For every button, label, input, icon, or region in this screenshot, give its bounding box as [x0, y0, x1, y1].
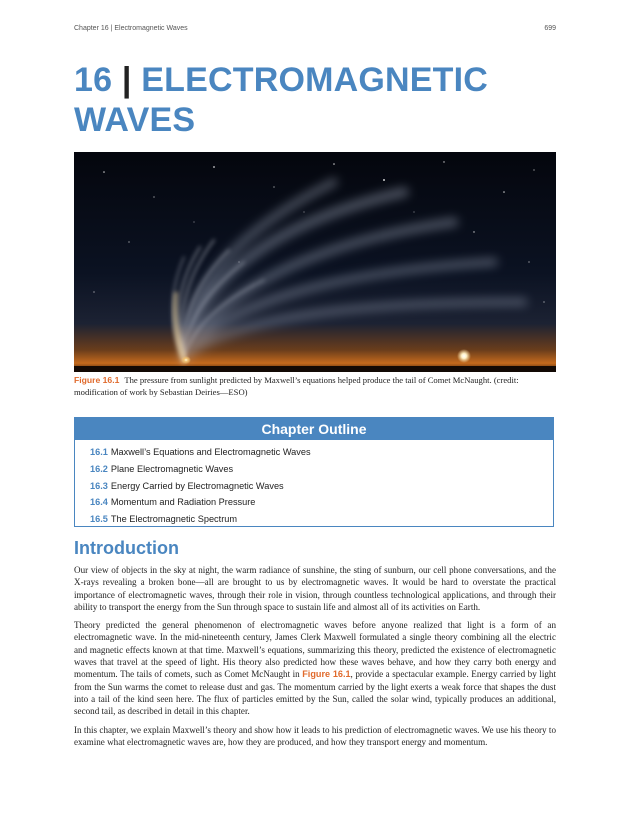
- chapter-title: [74, 60, 564, 140]
- comet-photo-icon: [74, 152, 556, 372]
- outline-item-text: The Electromagnetic Spectrum: [110, 514, 238, 525]
- outline-item-text: Energy Carried by Electromagnetic Waves: [110, 480, 284, 491]
- outline-item-text: Maxwell’s Equations and Electromagnetic Waves: [110, 447, 311, 457]
- outline-item-number[interactable]: 16.5: [90, 514, 108, 525]
- outline-list: [75, 440, 553, 528]
- outline-item-text: Plane Electromagnetic Waves: [110, 463, 234, 474]
- paragraph-1: Our view of objects in the sky at night, the warm radiance of sunshine, the sting of sunburn, our cell phone conversations, and the X-rays revealing a broken bone—all are brought to us by electromagnetic waves. It would be hard to overstate the practical importance of electromagnetic waves, through their role in vision, through countless technological applications, and through their ability to transport the energy from the Sun through space to sustain life and almost all of its activities on Earth.: [74, 565, 556, 612]
- outline-item[interactable]: [90, 511, 553, 528]
- title-separator: |: [121, 61, 132, 99]
- outline-item[interactable]: [90, 478, 553, 495]
- outline-item[interactable]: [90, 444, 553, 461]
- running-header: [74, 25, 556, 32]
- chapter-title-line1: ELECTROMAGNETIC: [141, 61, 489, 99]
- chapter-title-line2: WAVES: [74, 101, 196, 139]
- outline-item-number[interactable]: 16.3: [90, 480, 108, 491]
- figure-label: Figure 16.1: [74, 375, 120, 385]
- figure-caption-text: The pressure from sunlight predicted by Maxwell’s equations helped produce the tail of Comet McNaught. (credit: modification of work by Sebastian Deiries—ESO): [74, 375, 519, 397]
- paragraph-2-part1: Theory predicted the general phenomenon of electromagnetic waves before anyone realized that light is a form of an electromagnetic wave. In the mid-nineteenth century, James Clerk Maxwell formulated a single theory combining all the electric and magnetic effects known at that time. Maxwell’s equations, summarizing this theory, predicted the existence of electromagnetic waves that travel at the speed of light. His theory also predicted how these waves behave, and how they carry both energy and momentum. The tails of comets, such as Comet McNaught in: [74, 620, 556, 680]
- outline-item[interactable]: [90, 461, 553, 478]
- outline-item[interactable]: [90, 494, 553, 511]
- paragraph-2: [74, 619, 556, 717]
- outline-item-number[interactable]: 16.1: [90, 447, 108, 457]
- intro-body: [74, 564, 556, 754]
- figure-reference-link[interactable]: Figure 16.1: [302, 669, 351, 680]
- figure-caption: [74, 375, 558, 398]
- outline-item-number[interactable]: 16.4: [90, 497, 108, 508]
- page-number: 699: [544, 25, 556, 32]
- outline-item-number[interactable]: 16.2: [90, 463, 108, 474]
- outline-item-text: Momentum and Radiation Pressure: [110, 497, 256, 508]
- outline-heading: Chapter Outline: [75, 418, 553, 440]
- chapter-number: 16: [74, 61, 113, 99]
- paragraph-3: In this chapter, we explain Maxwell’s theory and show how it leads to his prediction of electromagnetic waves. We use his theory to examine what electromagnetic waves are, how they are produced, and how they transport energy and momentum.: [74, 724, 556, 747]
- intro-heading: Introduction: [74, 538, 179, 558]
- chapter-outline: [74, 417, 554, 527]
- paragraph-2-part2: , provide a spectacular example. Energy carried by light from the Sun warms the comet to release dust and gas. The momentum carried by the light exerts a weak force that shapes the dust into a tail of the kind seen here. The flux of particles emitted by the Sun, called the solar wind, typically produces an additional, second tail, as described in detail in this chapter.: [74, 669, 556, 717]
- running-title: Chapter 16 | Electromagnetic Waves: [74, 25, 188, 32]
